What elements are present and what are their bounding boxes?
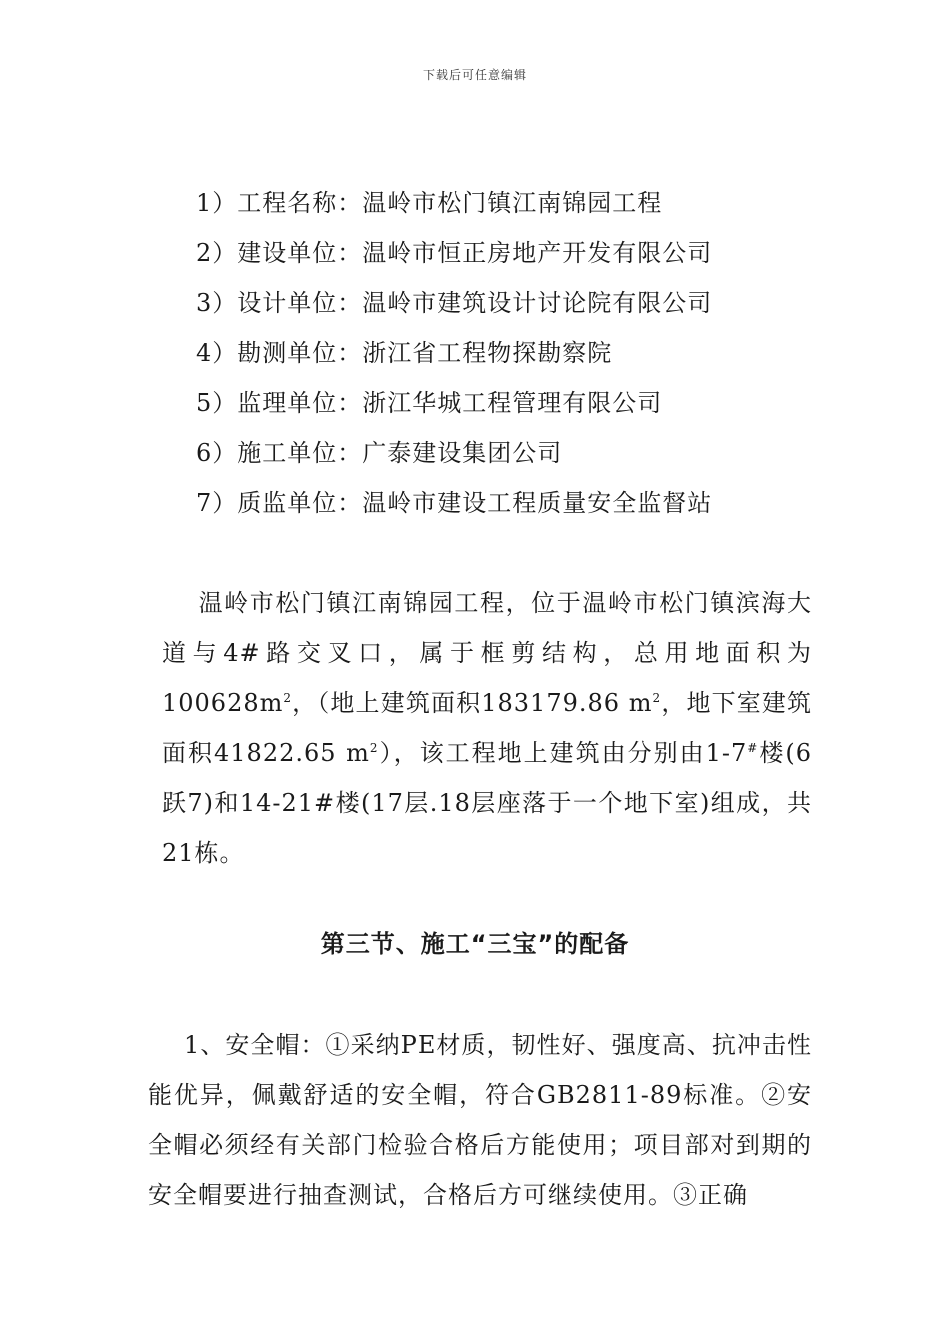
- overview-text-5: 楼(6跃7)和14-21#楼(17层.18层座落于一个地下室)组成，共21栋。: [162, 739, 812, 867]
- info-item-surveyor: 4）勘测单位：浙江省工程物探勘察院: [196, 339, 613, 367]
- overview-sup-1: 2: [283, 691, 293, 705]
- overview-sup-3: 2: [369, 741, 379, 755]
- helmet-paragraph: [148, 1020, 812, 1220]
- section-title: 第三节、施工“三宝”的配备: [320, 930, 630, 958]
- overview-text-1: 温岭市松门镇江南锦园工程，位于温岭市松门镇滨海大道与4#路交叉口，属于框剪结构，总用地面积为100628m: [162, 589, 812, 717]
- project-overview-paragraph: [162, 578, 812, 878]
- helmet-text: 1、安全帽：①采纳PE材质，韧性好、强度高、抗冲击性能优异，佩戴舒适的安全帽，符合GB2811-89标准。②安全帽必须经有关部门检验合格后方能使用；项目部对到期的安全帽要进行抽查测试，合格后方可继续使用。③正确: [148, 1031, 812, 1209]
- overview-text-3: ，地下室建筑面积41822.65 m: [162, 689, 813, 767]
- overview-text-4: ），该工程地上建筑由分别由1-7: [378, 739, 748, 767]
- overview-text-2: ，（地上建筑面积183179.86 m: [292, 689, 653, 717]
- overview-sup-2: 2: [652, 691, 662, 705]
- info-item-project-name: 1）工程名称：温岭市松门镇江南锦园工程: [196, 189, 663, 217]
- page-header-note: 下载后可任意编辑: [422, 68, 527, 82]
- overview-sup-4: #: [747, 741, 759, 755]
- info-item-contractor: 6）施工单位：广泰建设集团公司: [196, 439, 563, 467]
- info-item-designer: 3）设计单位：温岭市建筑设计讨论院有限公司: [196, 289, 713, 317]
- info-item-developer: 2）建设单位：温岭市恒正房地产开发有限公司: [196, 239, 713, 267]
- info-item-quality-station: 7）质监单位：温岭市建设工程质量安全监督站: [196, 489, 713, 517]
- project-info-list: [196, 178, 712, 528]
- info-item-supervisor: 5）监理单位：浙江华城工程管理有限公司: [196, 389, 663, 417]
